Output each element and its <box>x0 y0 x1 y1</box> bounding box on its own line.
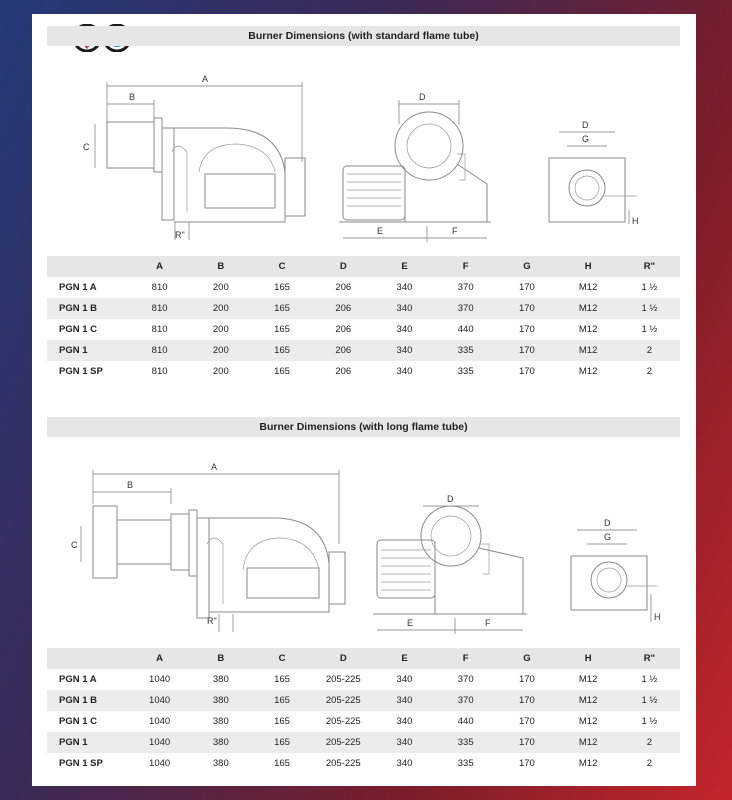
table-row <box>47 669 680 690</box>
value-cell: 1 ½ <box>641 716 658 727</box>
value-cell: 206 <box>335 324 352 335</box>
column-header-b: B <box>190 256 251 277</box>
value-cell: 810 <box>129 340 190 361</box>
value-cell: 2 <box>646 758 653 769</box>
column-header-a: A <box>129 256 190 277</box>
technical-drawing-standard <box>47 62 680 252</box>
value-cell: 170 <box>496 732 557 753</box>
side-view-long <box>71 462 345 632</box>
value-cell: 2 <box>619 732 680 753</box>
value-cell: 370 <box>457 282 474 293</box>
value-cell: 206 <box>335 366 352 377</box>
column-header-a: A <box>129 648 190 669</box>
value-cell: 370 <box>435 690 496 711</box>
value-cell: M12 <box>578 366 598 377</box>
value-cell: 170 <box>496 298 557 319</box>
flange-view <box>549 120 639 226</box>
value-cell: 1 ½ <box>641 282 658 293</box>
value-cell: 206 <box>313 298 374 319</box>
column-header-h: H <box>558 648 619 669</box>
value-cell: 205-225 <box>325 758 361 769</box>
model-cell: PGN 1 C <box>59 324 98 335</box>
column-header-h: H <box>558 256 619 277</box>
column-header-e: E <box>374 256 435 277</box>
value-cell: 1040 <box>149 758 171 769</box>
value-cell: 165 <box>251 732 312 753</box>
column-header-r: R" <box>619 256 680 277</box>
value-cell: 340 <box>396 716 413 727</box>
dim-label-d-long: D <box>447 494 454 504</box>
front-view <box>339 92 491 242</box>
dim-label-r: R" <box>175 230 185 240</box>
table-row <box>47 732 680 753</box>
model-cell: PGN 1 B <box>47 298 129 319</box>
value-cell: 1040 <box>129 690 190 711</box>
section-title-long: Burner Dimensions (with long flame tube) <box>47 417 680 437</box>
value-cell: 340 <box>396 674 413 685</box>
column-header-f: F <box>435 256 496 277</box>
value-cell: 205-225 <box>325 716 361 727</box>
column-header-c: C <box>251 256 312 277</box>
dim-label-a-long: A <box>211 462 218 472</box>
flange-view-long <box>571 518 661 622</box>
value-cell: 2 <box>646 366 653 377</box>
column-header-c: C <box>251 648 312 669</box>
column-header-model <box>47 256 129 277</box>
section-title-standard: Burner Dimensions (with standard flame tube) <box>47 26 680 46</box>
model-cell: PGN 1 A <box>59 282 97 293</box>
value-cell: 1040 <box>149 674 171 685</box>
value-cell: 810 <box>129 298 190 319</box>
value-cell: 200 <box>212 366 229 377</box>
dim-label-d: D <box>419 92 426 102</box>
model-cell: PGN 1 <box>47 340 129 361</box>
value-cell: 370 <box>457 674 474 685</box>
value-cell: 340 <box>374 732 435 753</box>
value-cell: 1 ½ <box>641 674 658 685</box>
column-header-g: G <box>496 256 557 277</box>
table-row <box>47 298 680 319</box>
column-header-d: D <box>313 256 374 277</box>
value-cell: 165 <box>274 716 290 727</box>
value-cell: 1 ½ <box>619 298 680 319</box>
model-cell: PGN 1 A <box>59 674 97 685</box>
model-cell: PGN 1 <box>47 732 129 753</box>
dim-label-e: E <box>377 226 384 236</box>
table-row <box>47 319 680 340</box>
dim-label-h-long: H <box>654 612 661 622</box>
table-row <box>47 277 680 298</box>
value-cell: 440 <box>457 324 474 335</box>
value-cell: 335 <box>435 732 496 753</box>
model-cell: PGN 1 SP <box>59 758 103 769</box>
column-header-model <box>47 648 129 669</box>
table-header-row <box>47 256 680 277</box>
table-header-row <box>47 648 680 669</box>
dimensions-table-long <box>47 648 680 774</box>
value-cell: 200 <box>212 324 229 335</box>
value-cell: 165 <box>274 324 290 335</box>
value-cell: 340 <box>396 282 413 293</box>
value-cell: 170 <box>518 758 535 769</box>
value-cell: 165 <box>251 298 312 319</box>
table-row <box>47 361 680 382</box>
column-header-e: E <box>374 648 435 669</box>
value-cell: 380 <box>190 732 251 753</box>
value-cell: 170 <box>518 366 535 377</box>
value-cell: 335 <box>457 758 474 769</box>
value-cell: 165 <box>251 340 312 361</box>
value-cell: 380 <box>190 690 251 711</box>
value-cell: 380 <box>212 758 229 769</box>
technical-drawing-long <box>47 454 680 644</box>
dim-label-d-flange: D <box>582 120 589 130</box>
value-cell: 170 <box>518 674 535 685</box>
table-row <box>47 711 680 732</box>
value-cell: 810 <box>151 324 168 335</box>
value-cell: 1040 <box>129 732 190 753</box>
dim-label-f: F <box>452 226 458 236</box>
value-cell: 200 <box>190 298 251 319</box>
dim-label-e-long: E <box>407 618 414 628</box>
side-view <box>83 74 305 240</box>
dim-label-a: A <box>202 74 209 84</box>
dim-label-f-long: F <box>485 618 491 628</box>
value-cell: M12 <box>578 716 598 727</box>
dim-label-c: C <box>83 142 90 152</box>
model-cell: PGN 1 SP <box>59 366 103 377</box>
dim-label-r-long: R" <box>207 616 217 626</box>
value-cell: 340 <box>374 690 435 711</box>
column-header-d: D <box>313 648 374 669</box>
value-cell: 1040 <box>149 716 171 727</box>
value-cell: 380 <box>212 674 229 685</box>
column-header-b: B <box>190 648 251 669</box>
value-cell: 1 ½ <box>619 690 680 711</box>
value-cell: M12 <box>558 340 619 361</box>
value-cell: 165 <box>274 674 290 685</box>
value-cell: 340 <box>374 340 435 361</box>
value-cell: 170 <box>518 282 535 293</box>
value-cell: M12 <box>578 758 598 769</box>
value-cell: 205-225 <box>325 674 361 685</box>
column-header-g: G <box>496 648 557 669</box>
dim-label-b-long: B <box>127 480 134 490</box>
value-cell: 205-225 <box>313 732 374 753</box>
value-cell: 340 <box>396 366 413 377</box>
value-cell: 340 <box>396 324 413 335</box>
value-cell: 440 <box>457 716 474 727</box>
table-row <box>47 753 680 774</box>
value-cell: 200 <box>190 340 251 361</box>
table-row <box>47 340 680 361</box>
value-cell: 370 <box>435 298 496 319</box>
dim-label-g: G <box>582 134 590 144</box>
value-cell: 335 <box>435 340 496 361</box>
value-cell: 1 ½ <box>641 324 658 335</box>
value-cell: 170 <box>518 716 535 727</box>
value-cell: M12 <box>578 674 598 685</box>
dim-label-b: B <box>129 92 136 102</box>
value-cell: M12 <box>578 282 598 293</box>
value-cell: 170 <box>496 340 557 361</box>
value-cell: 165 <box>274 282 290 293</box>
value-cell: 810 <box>151 282 168 293</box>
column-header-f: F <box>435 648 496 669</box>
value-cell: M12 <box>558 732 619 753</box>
dimensions-table-standard <box>47 256 680 382</box>
front-view-long <box>373 494 527 634</box>
value-cell: 340 <box>374 298 435 319</box>
value-cell: 170 <box>518 324 535 335</box>
dim-label-c-long: C <box>71 540 78 550</box>
value-cell: 165 <box>251 690 312 711</box>
value-cell: 205-225 <box>313 690 374 711</box>
model-cell: PGN 1 C <box>59 716 98 727</box>
value-cell: M12 <box>558 298 619 319</box>
dim-label-d-flange-long: D <box>604 518 611 528</box>
dim-label-h: H <box>632 216 639 226</box>
value-cell: 200 <box>212 282 229 293</box>
value-cell: 380 <box>212 716 229 727</box>
datasheet <box>32 14 696 786</box>
model-cell: PGN 1 B <box>47 690 129 711</box>
value-cell: 2 <box>619 340 680 361</box>
value-cell: 335 <box>457 366 474 377</box>
value-cell: M12 <box>578 324 598 335</box>
value-cell: 170 <box>496 690 557 711</box>
value-cell: 810 <box>151 366 168 377</box>
value-cell: 340 <box>396 758 413 769</box>
value-cell: 206 <box>313 340 374 361</box>
value-cell: 206 <box>335 282 352 293</box>
value-cell: 165 <box>274 758 290 769</box>
value-cell: M12 <box>558 690 619 711</box>
table-row <box>47 690 680 711</box>
column-header-r: R" <box>619 648 680 669</box>
value-cell: 165 <box>274 366 290 377</box>
dim-label-g-long: G <box>604 532 612 542</box>
